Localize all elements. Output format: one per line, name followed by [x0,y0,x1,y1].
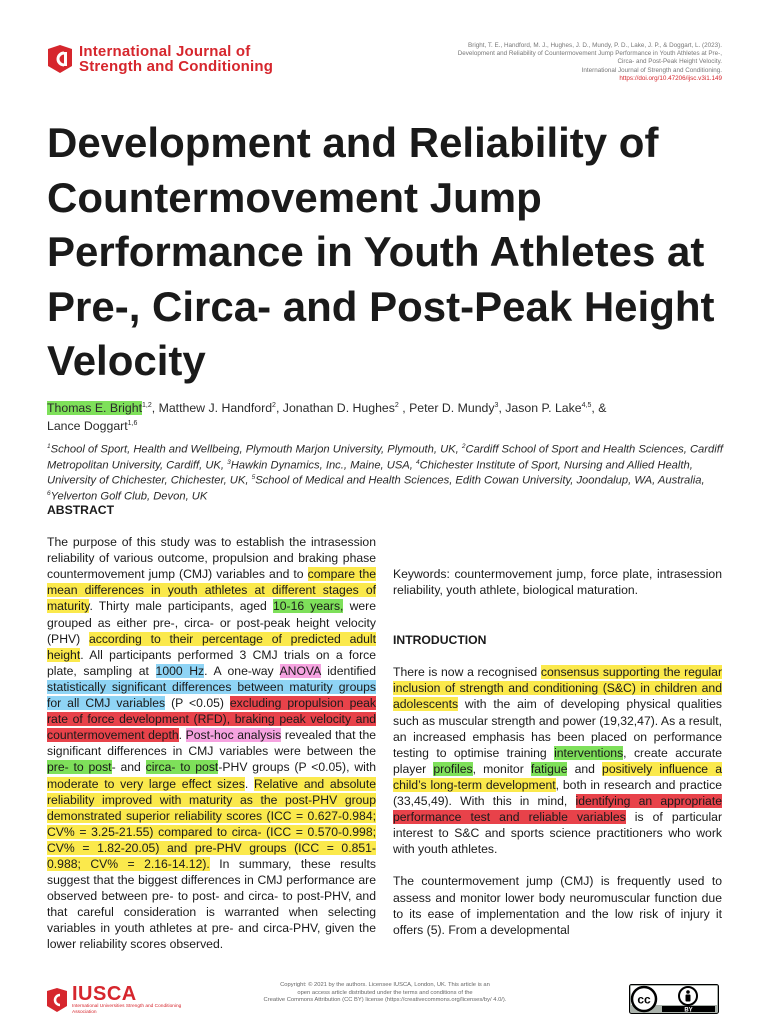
highlight-yellow: according to their percentage of predicted adult height [47,631,377,662]
journal-logo-icon [47,44,73,74]
author-name: Matthew J. Handford [158,401,273,416]
citation [382,42,722,83]
highlight-green: circa- to post [145,760,219,775]
highlight-green: 10-16 years, [272,599,344,614]
highlight-green: pre- to post [47,760,112,775]
copyright-line2: open access article distributed under the terms and conditions of the [297,989,473,996]
author-name: Thomas E. Bright [47,401,142,416]
abstract-text: (P <0.05) [165,696,230,711]
abstract-body [47,534,376,952]
highlight-green: profiles [433,761,473,776]
highlight-red: identifying an appropriate performance test and reliable variables [393,794,722,825]
affil-text: Yelverton Golf Club, Devon, UK [50,490,208,503]
highlight-yellow: compare the mean differences in youth athletes at different stages of maturity [47,567,377,614]
introduction-paragraph [393,664,722,857]
keywords-label: Keywords: [393,567,450,581]
abstract-text: In summary, these results suggest that the biggest differences in CMJ performance are observed between pre- to post- and circa- to post-PHV, and that careful consideration is warranted when selecting variables in youth athletes at pre- and circa-PHV, given the lower reliability scores observed. [47,856,376,952]
author-name: Jason P. Lake [505,401,582,416]
abstract-section [47,502,376,953]
intro-text: and [567,761,603,776]
author-sep: , [402,401,410,416]
highlight-blue: statistically significant differences between maturity groups for all CMJ variables [47,679,376,711]
author-name: Lance Doggart [47,419,128,434]
highlight-pink: ANOVA [279,663,321,678]
citation-line3: Circa- and Post-Peak Height Velocity. [617,58,722,66]
abstract-text: . [178,728,186,743]
iusca-logo-text: IUSCA [72,983,137,1005]
author-affil-sup: 4,5 [581,402,592,409]
author-affil-sup: 1,6 [127,420,138,428]
author-affil-sup: 3 [494,402,499,409]
journal-name-line1: International Journal of [79,43,251,60]
author-list [47,398,727,434]
affil-text: Chichester Institute of Sport, Nursing and Allied Health, University of Chichester, Chichester, UK, [47,459,693,487]
author-sep: , [151,401,159,416]
intro-text: is of particular interest to S&C and sports science practitioners who work with youth athletes. [393,810,722,857]
highlight-yellow: consensus supporting the regular inclusion of strength and conditioning (S&C) in children and adolescents [393,665,723,712]
abstract-text: were grouped as either pre-, circa- or post-peak height velocity (PHV) [47,599,376,646]
copyright-notice [240,982,530,1005]
copyright-line1: Copyright: © 2021 by the authors. Licensee IUSCA, London, UK. This article is an [280,982,490,988]
highlight-blue: 1000 Hz [155,663,205,678]
affil-text: School of Medical and Health Sciences, Edith Cowan University, Joondalup, WA, Australia, [255,474,705,487]
highlight-yellow: positively influence a child’s long-term development [393,761,722,792]
author-sep: , [275,401,283,416]
abstract-text: -PHV groups (P <0.05), with [218,760,376,775]
author-affil-sup: 2 [394,402,399,409]
author-name: Peter D. Mundy [409,401,495,416]
journal-name [79,44,273,74]
abstract-text: The purpose of this study was to establish the intrasession reliability of various outcome, propulsion and braking phase countermovement jump (CMJ) variables and to [47,535,376,582]
intro-text: There is now a recognised [393,665,541,680]
cc-icon-label: cc [637,992,651,1007]
keywords-text: countermovement jump, force plate, intrasession reliability, youth athlete, biological maturation. [393,567,722,598]
affil-text: Hawkin Dynamics, Inc., Maine, USA, [230,459,416,472]
author-sep: , & [591,401,607,416]
iusca-logo [46,984,192,1015]
highlight-green: interventions [554,745,624,760]
abstract-text: . A one-way [204,663,280,678]
abstract-text: identified [320,663,376,678]
highlight-red: excluding propulsion peak rate of force development (RFD), braking peak velocity and countermovement depth [47,696,376,743]
introduction-paragraph: The countermovement jump (CMJ) is frequently used to assess and monitor lower body neuromuscular function due to its ease of implementation and the low risk of injury it offers (5). From a developmental [393,874,722,937]
abstract-text: . [244,776,255,791]
paper-title: Development and Reliability of Countermovement Jump Performance in Youth Athletes at Pre-, Circa- and Post-Peak Height Velocity [47,119,715,384]
author-name: Jonathan D. Hughes [282,401,395,416]
keywords-and-intro [393,566,722,938]
affil-number: 4 [416,458,420,466]
copyright-line3[interactable]: Creative Commons Attribution (CC BY) license (https://creativecommons.org/licenses/by/ 4.0/). [263,997,507,1003]
author-affil-sup: 2 [272,402,276,409]
abstract-text: . All participants performed 3 CMJ trials on a force plate, sampling at [47,647,376,678]
intro-text: , both in research and practice (33,45,49). With this in mind, [393,777,722,809]
citation-line2: Development and Reliability of Countermovement Jump Performance in Youth Athletes at Pre-, [457,50,722,58]
intro-text: , create accurate player [393,745,722,776]
cc-by-license-badge[interactable] [629,984,719,1014]
affil-number: 5 [251,474,256,482]
journal-logo [47,44,273,74]
intro-text: , monitor [472,761,531,776]
iusca-logo-icon [46,987,68,1013]
affil-number: 2 [461,443,466,450]
abstract-text: . Thirty male participants, aged [89,599,273,614]
highlight-yellow: Relative and absolute reliability improved with maturity as the post-PHV group demonstrated superior reliability scores (ICC = 0.627-0.984; CV% = 3.25-21.55) compared to circa- (ICC = 0.570-0.998; CV% = 1.82-20.05) and pre-PHV groups (ICC = 0.851-0.988; CV% = 2.16-14.12). [47,776,376,871]
journal-name-line2: Strength and Conditioning [79,58,274,75]
highlight-green: fatigue [530,761,568,776]
by-label: BY [684,1007,693,1014]
affiliations [47,441,727,503]
affil-text: School of Sport, Health and Wellbeing, Plymouth Marjon University, Plymouth, UK, [50,443,462,456]
citation-doi-link[interactable]: https://doi.org/10.47206/ijsc.v3i1.149 [619,74,722,82]
abstract-text: - and [111,760,146,775]
affil-text: Cardiff School of Sport and Health Sciences, Cardiff Metropolitan University, Cardiff, UK, [47,443,723,472]
citation-line4: International Journal of Strength and Conditioning. [581,66,722,74]
affil-number: 3 [227,458,231,466]
keywords [393,566,722,598]
intro-text: with the aim of developing physical qualities such as muscular strength and power (19,32,47). As a result, an increased emphasis has been placed on performance testing to optimise training [393,697,722,760]
author-sep: , [498,401,506,416]
abstract-heading: ABSTRACT [47,503,115,517]
highlight-pink: Post-hoc analysis [185,728,282,743]
affil-number: 1 [47,443,51,450]
highlight-yellow: moderate to very large effect sizes [47,776,245,791]
author-affil-sup: 1,2 [142,402,152,409]
introduction-heading: INTRODUCTION [393,633,487,648]
abstract-text: revealed that the significant differences in CMJ variables were between the [47,728,376,759]
citation-line1: Bright, T. E., Handford, M. J., Hughes, J. D., Mundy, P. D., Lake, J. P., & Doggart, L. (2023). [468,42,722,49]
iusca-logo-subtitle: International Universities Strength and Conditioning Association [72,1004,182,1015]
affil-number: 6 [47,489,51,497]
